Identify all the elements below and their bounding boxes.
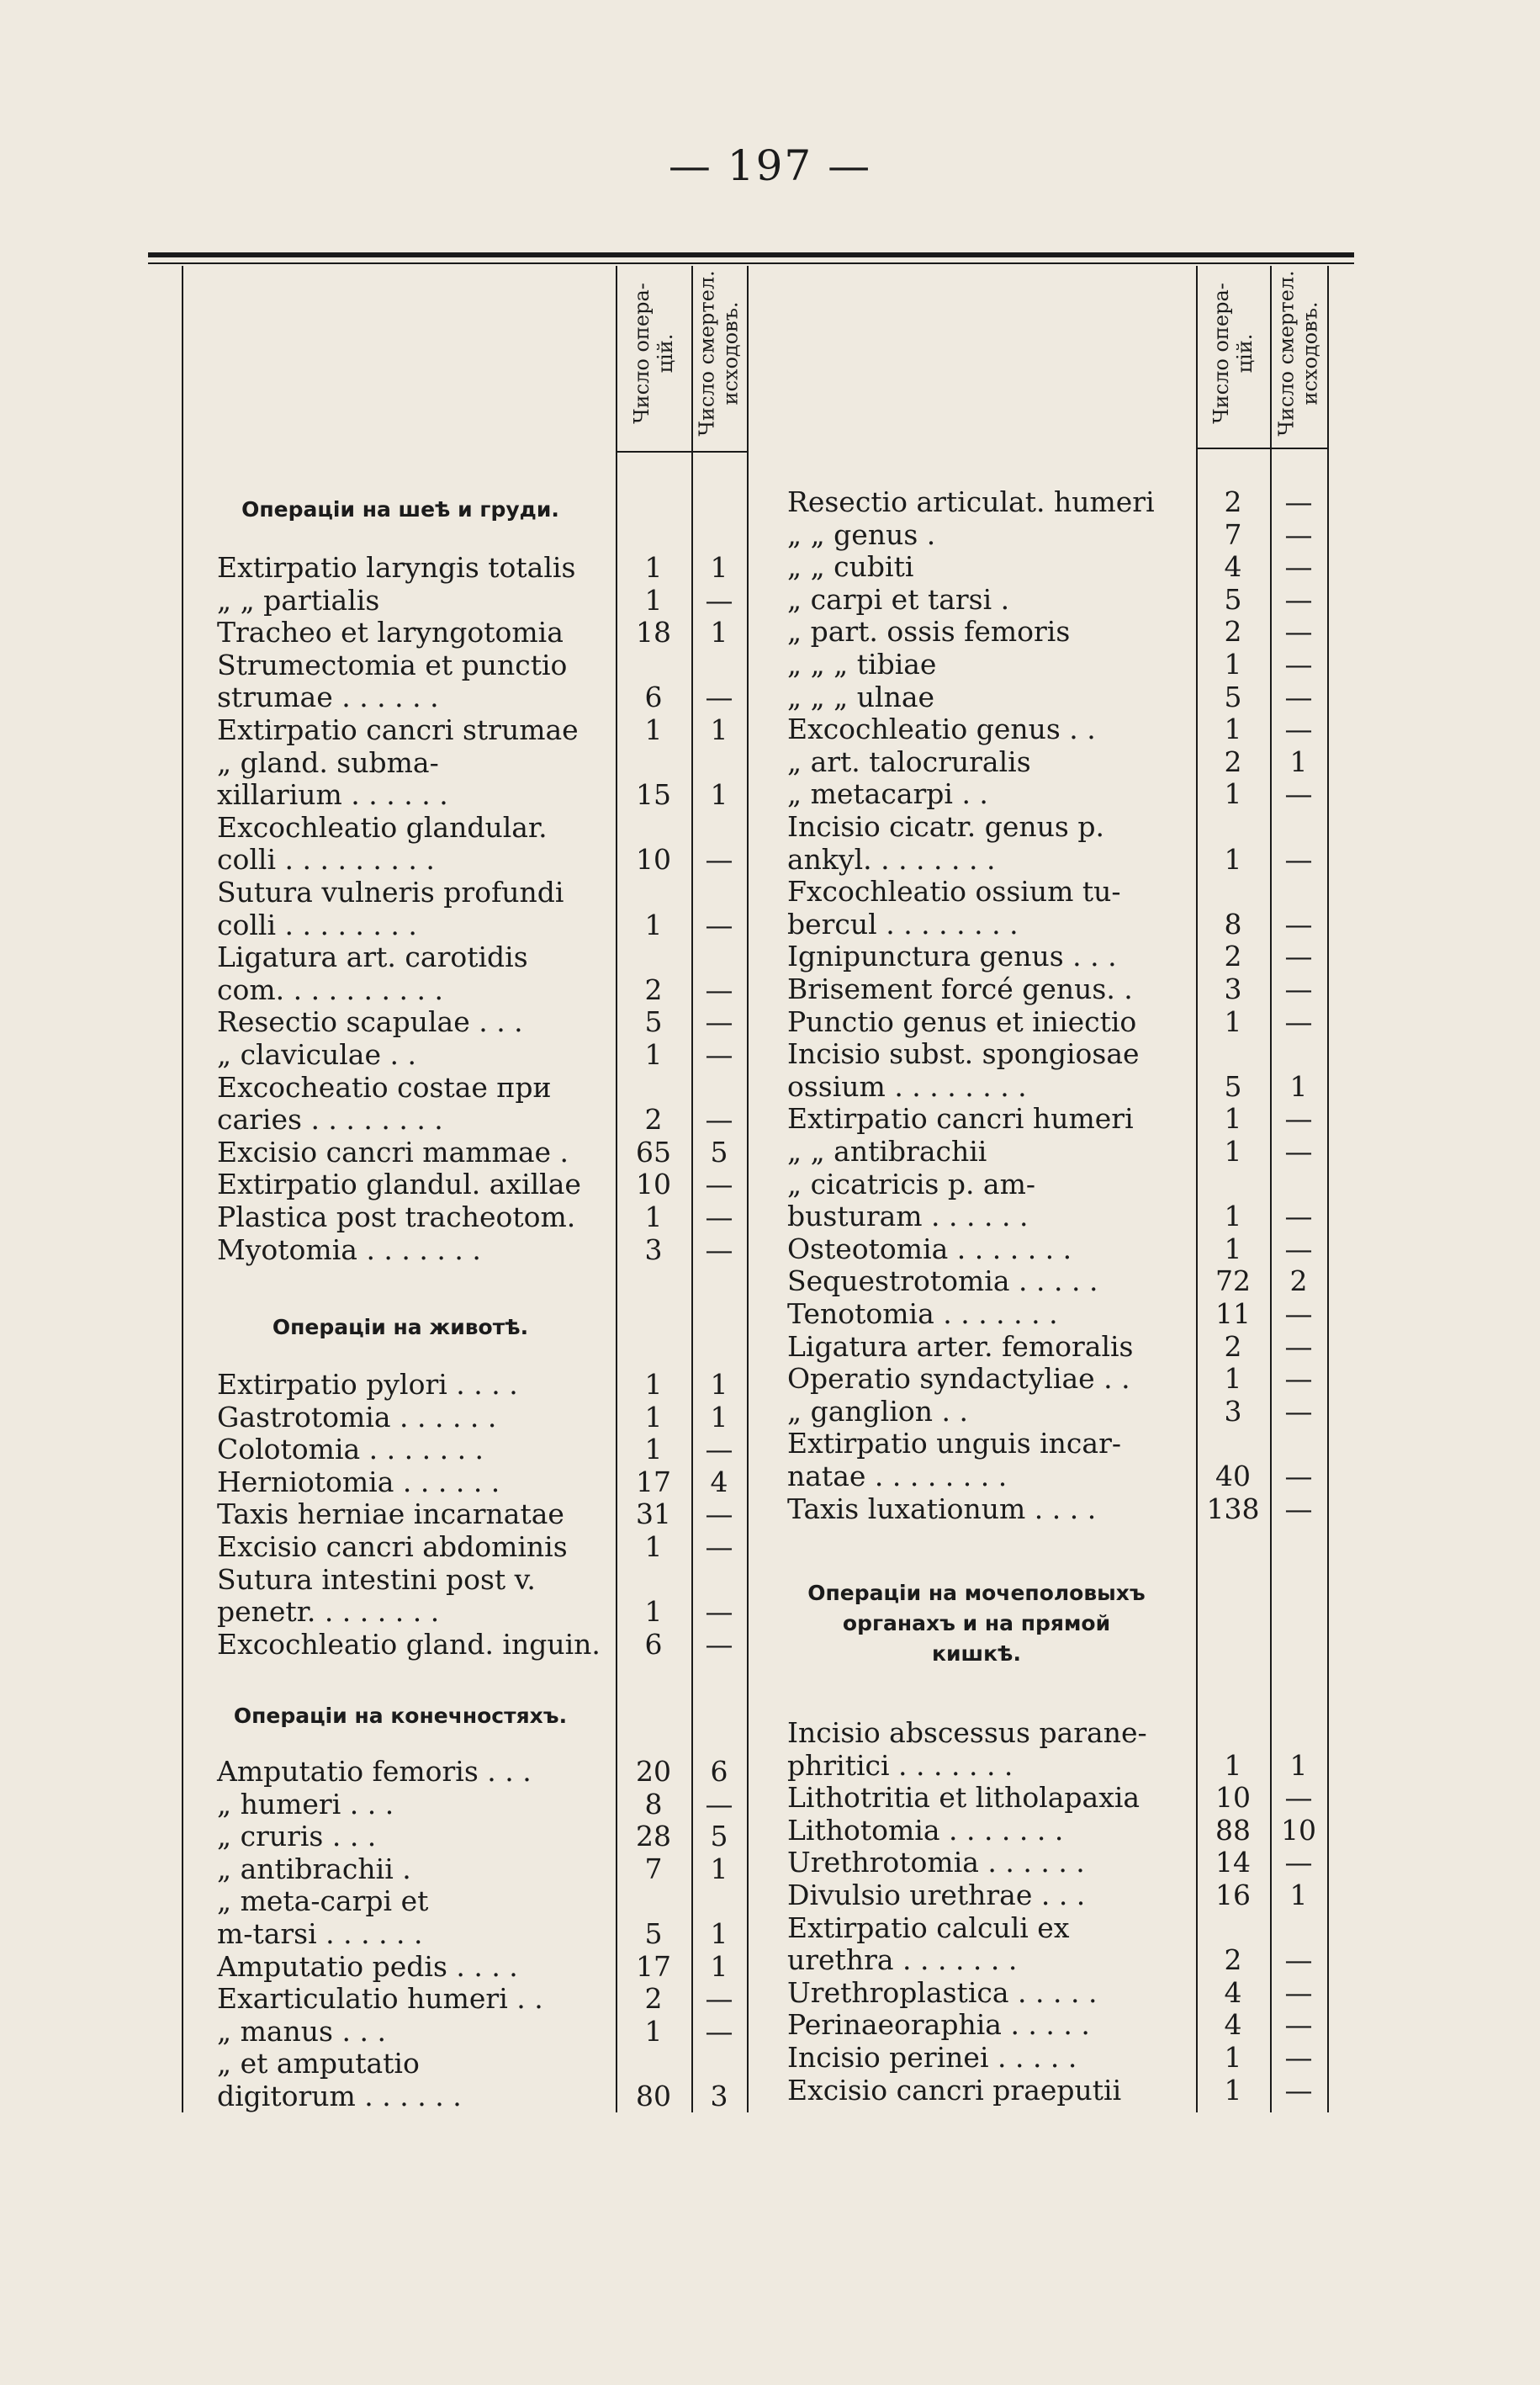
table-row (0, 1331, 1540, 1363)
operations-count: 5 (1224, 680, 1242, 713)
operations-count: 1 (644, 1530, 663, 1563)
deaths-count: 5 (710, 1135, 728, 1169)
table-row (0, 681, 1540, 713)
deaths-count: — (705, 1232, 733, 1266)
deaths-count: — (705, 1497, 733, 1531)
table-row (0, 1200, 1540, 1232)
operation-name: Extirpatio calculi ex (787, 1911, 1070, 1944)
operations-count: 2 (1224, 940, 1242, 973)
operation-name: caries . . . . . . . . (217, 1103, 443, 1137)
operation-name: Tracheo et laryngotomia (217, 616, 564, 649)
table-row (0, 551, 1540, 583)
operations-count: 2 (1224, 1329, 1242, 1363)
deaths-count: — (1284, 907, 1313, 941)
deaths-count: — (705, 681, 733, 714)
operations-count: 1 (1224, 2041, 1242, 2074)
operations-count: 14 (1215, 1846, 1251, 1879)
deaths-count: 1 (1289, 745, 1308, 778)
deaths-count: — (1284, 1943, 1313, 1977)
operation-name: „ „ partialis (217, 583, 380, 617)
right-header-rule (1196, 448, 1327, 449)
operations-count: 1 (1224, 2073, 1242, 2107)
operations-count: 80 (636, 2080, 671, 2112)
table-row (0, 1363, 1540, 1395)
deaths-count: — (1284, 485, 1313, 518)
operation-name: Sequestrotomia . . . . . (787, 1264, 1098, 1298)
operation-name: Excisio cancri abdominis (217, 1530, 568, 1563)
table-row (0, 1136, 1540, 1168)
deaths-count: 1 (710, 616, 728, 649)
operation-name: Operatio syndactyliae . . (787, 1362, 1130, 1396)
operations-count: 1 (644, 583, 663, 617)
deaths-count: — (1284, 1135, 1313, 1168)
deaths-count: — (1284, 1004, 1313, 1038)
table-row (0, 486, 1540, 518)
deaths-count: — (1284, 1200, 1313, 1233)
deaths-count: — (1284, 1297, 1313, 1330)
operations-count: 18 (636, 616, 671, 649)
operation-name: Urethrotomia . . . . . . (787, 1846, 1085, 1879)
operation-name: „ meta-carpi et (217, 1884, 429, 1918)
operation-name: ankyl. . . . . . . . (787, 842, 996, 876)
deaths-count: — (1284, 940, 1313, 973)
deaths-count: — (1284, 1492, 1313, 1525)
operation-name: Plastica post tracheotom. (217, 1200, 576, 1233)
deaths-count: — (1284, 550, 1313, 584)
deaths-count: — (705, 1595, 733, 1629)
operation-name: „ metacarpi . . (787, 777, 988, 811)
deaths-count: 1 (710, 1949, 728, 1983)
operations-count: 1 (1224, 1102, 1242, 1136)
operations-count: 2 (1224, 745, 1242, 778)
operation-name: Punctio genus et iniectio (787, 1004, 1137, 1038)
table-row (0, 519, 1540, 551)
deaths-count: — (1284, 1975, 1313, 2009)
deaths-count: 6 (710, 1755, 728, 1788)
left-header-rule (616, 451, 747, 453)
operation-name: „ art. talocruralis (787, 745, 1031, 778)
operation-name: Incisio subst. spongiosae (787, 1037, 1140, 1071)
left-section-title-1: Операціи на животѣ. (272, 1315, 529, 1339)
operations-count: 1 (644, 2014, 663, 2048)
operation-name: ossium . . . . . . . . (787, 1069, 1027, 1103)
deaths-count: — (1284, 1102, 1313, 1136)
deaths-count: 1 (1289, 1748, 1308, 1782)
operation-name: Taxis luxationum . . . . (787, 1492, 1097, 1525)
operations-count: 4 (1224, 1975, 1242, 2009)
operations-count: 5 (1224, 582, 1242, 616)
deaths-count: — (1284, 1460, 1313, 1492)
operations-count: 10 (636, 843, 671, 877)
operation-name: „ et amputatio (217, 2047, 420, 2080)
operations-count: 1 (1224, 842, 1242, 876)
operation-name: Excochleatio glandular. (217, 810, 548, 844)
operation-name: m-tarsi . . . . . . (217, 1917, 423, 1950)
operation-name: „ antibrachii . (217, 1852, 411, 1885)
operations-count: 4 (1224, 2008, 1242, 2042)
operation-name: „ „ „ tibiae (787, 648, 937, 681)
table-row (0, 1815, 1540, 1847)
operations-count: 1 (644, 713, 663, 746)
operations-count: 138 (1206, 1492, 1260, 1525)
operation-name: digitorum . . . . . . (217, 2080, 462, 2112)
operation-name: colli . . . . . . . . . (217, 843, 435, 877)
table-row (0, 2075, 1540, 2107)
deaths-count: — (1284, 582, 1313, 616)
table-row (0, 1879, 1540, 1911)
operation-name: Exarticulatio humeri . . (217, 1982, 543, 2016)
deaths-count: — (1284, 1781, 1313, 1815)
operations-count: 1 (1224, 1004, 1242, 1038)
table-row (0, 1493, 1540, 1525)
table-row (0, 909, 1540, 941)
operation-name: xillarium . . . . . . (217, 778, 448, 812)
operation-name: Ligatura arter. femoralis (787, 1329, 1134, 1363)
operation-name: Resectio articulat. humeri (787, 485, 1155, 518)
operations-count: 1 (644, 1368, 663, 1401)
operation-name: „ „ antibrachii (787, 1135, 987, 1168)
table-row (0, 844, 1540, 876)
deaths-count: — (1284, 1362, 1313, 1396)
operation-name: busturam . . . . . . (787, 1200, 1029, 1233)
operations-count: 2 (1224, 1943, 1242, 1977)
operations-count: 17 (636, 1949, 671, 1983)
operations-count: 7 (1224, 517, 1242, 551)
table-row (0, 1233, 1540, 1265)
deaths-count: — (1284, 713, 1313, 746)
operation-name: strumae . . . . . . (217, 681, 439, 714)
table-row (0, 1460, 1540, 1492)
operation-name: Incisio abscessus parane- (787, 1716, 1147, 1749)
table-row (0, 1944, 1540, 1976)
operation-name: Ignipunctura genus . . . (787, 940, 1117, 973)
deaths-count: — (1284, 2041, 1313, 2074)
operation-name: phritici . . . . . . . (787, 1748, 1013, 1782)
table-top-rule-thin (148, 262, 1354, 264)
operation-name: Fxcochleatio ossium tu- (787, 875, 1121, 909)
table-row (0, 616, 1540, 648)
operations-count: 1 (644, 1200, 663, 1233)
deaths-count: — (1284, 680, 1313, 713)
operation-name: Lithotritia et litholapaxia (787, 1781, 1140, 1815)
operation-name: penetr. . . . . . . . (217, 1595, 440, 1629)
operation-name: Osteotomia . . . . . . . (787, 1232, 1072, 1265)
deaths-count: — (705, 1168, 733, 1201)
deaths-count: 1 (1289, 1879, 1308, 1911)
operations-count: 1 (1224, 1135, 1242, 1168)
operation-name: Ligatura art. carotidis (217, 941, 528, 974)
operations-count: 1 (1224, 777, 1242, 811)
operation-name: Extirpatio unguis incar- (787, 1427, 1122, 1460)
operation-name: „ gland. subma- (217, 745, 439, 779)
operations-count: 7 (644, 1852, 663, 1885)
operations-count: 31 (636, 1497, 671, 1531)
deaths-count: 1 (710, 1368, 728, 1401)
deaths-count: — (705, 1787, 733, 1821)
operations-count: 3 (1224, 1394, 1242, 1428)
operations-count: 17 (636, 1465, 671, 1498)
deaths-count: 1 (710, 713, 728, 746)
deaths-count: — (1284, 1329, 1313, 1363)
operations-count: 2 (644, 1982, 663, 2016)
operation-name: Urethroplastica . . . . . (787, 1975, 1098, 2009)
table-row (0, 1103, 1540, 1135)
table-row (0, 778, 1540, 810)
table-row (0, 1428, 1540, 1460)
deaths-count: — (1284, 2008, 1313, 2042)
operation-name: „ manus . . . (217, 2014, 386, 2048)
operations-count: 10 (1215, 1781, 1251, 1815)
operations-count: 20 (636, 1755, 671, 1788)
table-row (0, 1006, 1540, 1038)
operations-count: 15 (636, 778, 671, 812)
deaths-count: 10 (1281, 1813, 1316, 1847)
operations-count: 3 (644, 1232, 663, 1266)
operation-name: Strumectomia et punctio (217, 648, 568, 681)
table-row (0, 1912, 1540, 1944)
deaths-count: 3 (710, 2080, 728, 2112)
operation-name: „ cicatricis p. am- (787, 1167, 1036, 1200)
operation-name: „ humeri . . . (217, 1787, 394, 1821)
operations-count: 1 (1224, 1362, 1242, 1396)
deaths-count: 1 (1289, 1069, 1308, 1103)
deaths-count: 5 (710, 1820, 728, 1853)
left-header-operations: Число опера- цій. (630, 283, 677, 424)
table-row (0, 1396, 1540, 1428)
table-row (0, 1977, 1540, 2009)
operation-name: urethra . . . . . . . (787, 1943, 1018, 1977)
deaths-count: — (1284, 615, 1313, 649)
operation-name: Incisio cicatr. genus p. (787, 810, 1104, 843)
deaths-count: — (705, 843, 733, 877)
operations-count: 10 (636, 1168, 671, 1201)
operation-name: „ „ „ ulnae (787, 680, 935, 713)
deaths-count: — (705, 1530, 733, 1563)
operations-count: 8 (644, 1787, 663, 1821)
table-row (0, 1750, 1540, 1782)
deaths-count: — (1284, 777, 1313, 811)
deaths-count: 1 (710, 1400, 728, 1434)
operations-count: 5 (1224, 1069, 1242, 1103)
operations-count: 40 (1215, 1460, 1251, 1492)
operations-count: 6 (644, 1627, 663, 1661)
operations-count: 1 (1224, 1200, 1242, 1233)
table-row (0, 811, 1540, 843)
operation-name: Resectio scapulae . . . (217, 1005, 523, 1039)
operation-name: Excocheatio costae при (217, 1070, 552, 1104)
operation-name: Myotomia . . . . . . . (217, 1232, 481, 1266)
deaths-count: 4 (710, 1465, 728, 1498)
operations-count: 2 (1224, 485, 1242, 518)
operations-count: 6 (644, 681, 663, 714)
table-row (0, 1169, 1540, 1200)
operation-name: „ ganglion . . (787, 1394, 968, 1428)
deaths-count: — (705, 1200, 733, 1233)
operations-count: 2 (644, 973, 663, 1006)
operation-name: Extirpatio glandul. axillae (217, 1168, 581, 1201)
operations-count: 8 (1224, 907, 1242, 941)
table-row (0, 584, 1540, 616)
deaths-count: — (1284, 1232, 1313, 1265)
operation-name: Colotomia . . . . . . . (217, 1433, 484, 1466)
operations-count: 28 (636, 1820, 671, 1853)
operations-count: 1 (644, 1400, 663, 1434)
deaths-count: — (1284, 1846, 1313, 1879)
deaths-count: — (705, 1103, 733, 1137)
operation-name: Lithotomia . . . . . . . (787, 1813, 1064, 1847)
deaths-count: — (705, 1982, 733, 2016)
operation-name: „ „ genus . (787, 517, 936, 551)
right-section-title-1: Операціи на мочеполовыхъ органахъ и на прямой кишкѣ. (807, 1581, 1146, 1666)
operation-name: Extirpatio laryngis totalis (217, 551, 576, 584)
deaths-count: — (1284, 842, 1313, 876)
operation-name: Extirpatio pylori . . . . (217, 1368, 518, 1401)
table-row (0, 1531, 1540, 1563)
operations-count: 1 (1224, 713, 1242, 746)
table-row (0, 1847, 1540, 1879)
operations-count: 5 (644, 1005, 663, 1039)
operation-name: Amputatio femoris . . . (217, 1755, 532, 1788)
table-row (0, 2009, 1540, 2041)
operation-name: bercul . . . . . . . . (787, 907, 1019, 941)
operation-name: Herniotomia . . . . . . (217, 1465, 500, 1498)
operations-count: 72 (1215, 1264, 1251, 1298)
right-header-deaths: Число смертел. исходовъ. (1275, 270, 1322, 437)
deaths-count: — (1284, 1394, 1313, 1428)
operations-count: 1 (1224, 648, 1242, 681)
operations-count: 1 (644, 551, 663, 584)
table-row (0, 941, 1540, 973)
operation-name: Sutura vulneris profundi (217, 876, 564, 909)
operations-count: 1 (1224, 1748, 1242, 1782)
operation-name: Excisio cancri praeputii (787, 2073, 1122, 2107)
table-row (0, 1265, 1540, 1297)
operation-name: Amputatio pedis . . . . (217, 1949, 518, 1983)
deaths-count: 1 (710, 1917, 728, 1950)
table-top-rule (148, 252, 1354, 257)
table-row (0, 1298, 1540, 1330)
operations-count: 88 (1215, 1813, 1251, 1847)
right-header-operations: Число опера- цій. (1209, 283, 1257, 424)
table-row (0, 649, 1540, 681)
operations-count: 3 (1224, 973, 1242, 1005)
deaths-count: — (1284, 517, 1313, 551)
table-row (0, 973, 1540, 1005)
deaths-count: — (1284, 648, 1313, 681)
deaths-count: — (705, 583, 733, 617)
deaths-count: — (705, 1433, 733, 1466)
operation-name: Taxis herniae incarnatae (217, 1497, 564, 1531)
deaths-count: — (705, 1038, 733, 1071)
table-row (0, 1071, 1540, 1103)
deaths-count: — (1284, 973, 1313, 1005)
operations-count: 1 (644, 1433, 663, 1466)
left-section-title-2: Операціи на конечностяхъ. (233, 1704, 568, 1728)
operations-count: 1 (644, 1595, 663, 1629)
table-row (0, 713, 1540, 745)
operation-name: Divulsio urethrae . . . (787, 1879, 1086, 1911)
operation-name: Sutura intestini post v. (217, 1562, 536, 1596)
operations-count: 1 (644, 1038, 663, 1071)
deaths-count: — (705, 973, 733, 1006)
table-row (0, 876, 1540, 908)
deaths-count: — (705, 1627, 733, 1661)
table-row (0, 746, 1540, 778)
operations-count: 2 (1224, 615, 1242, 649)
deaths-count: 1 (710, 1852, 728, 1885)
operation-name: colli . . . . . . . . (217, 908, 417, 941)
operations-count: 5 (644, 1917, 663, 1950)
operations-count: 11 (1215, 1297, 1251, 1330)
deaths-count: 1 (710, 778, 728, 812)
operation-name: Excisio cancri mammae . (217, 1135, 569, 1169)
deaths-count: — (705, 2014, 733, 2048)
operation-name: Extirpatio cancri humeri (787, 1102, 1134, 1136)
operations-count: 1 (644, 908, 663, 941)
deaths-count: — (705, 1005, 733, 1039)
deaths-count: 2 (1289, 1264, 1308, 1298)
deaths-count: — (705, 908, 733, 941)
table-row (0, 1782, 1540, 1814)
operation-name: „ cruris . . . (217, 1820, 377, 1853)
page-number: — 197 — (668, 141, 872, 190)
deaths-count: 1 (710, 551, 728, 584)
operations-count: 65 (636, 1135, 671, 1169)
operation-name: Incisio perinei . . . . . (787, 2041, 1077, 2074)
operation-name: natae . . . . . . . . (787, 1460, 1008, 1492)
table-row (0, 1717, 1540, 1749)
operation-name: Perinaeoraphia . . . . . (787, 2008, 1090, 2042)
operation-name: Excochleatio gland. inguin. (217, 1627, 601, 1661)
operations-count: 4 (1224, 550, 1242, 584)
table-row (0, 2042, 1540, 2074)
left-section-title-0: Операціи на шеѣ и груди. (241, 497, 559, 522)
operation-name: Excochleatio genus . . (787, 713, 1096, 746)
operation-name: „ carpi et tarsi . (787, 582, 1010, 616)
operation-name: „ „ cubiti (787, 550, 914, 584)
operation-name: Brisement forcé genus. . (787, 973, 1133, 1005)
left-header-deaths: Число смертел. исходовъ. (696, 270, 743, 437)
operations-count: 1 (1224, 1232, 1242, 1265)
operations-count: 16 (1215, 1879, 1251, 1911)
deaths-count: — (1284, 2073, 1313, 2107)
operation-name: Gastrotomia . . . . . . (217, 1400, 497, 1434)
operation-name: Extirpatio cancri strumae (217, 713, 579, 746)
operation-name: „ claviculae . . (217, 1038, 416, 1071)
operations-count: 2 (644, 1103, 663, 1137)
operation-name: com. . . . . . . . . . (217, 973, 443, 1006)
table-row (0, 1038, 1540, 1070)
operation-name: „ part. ossis femoris (787, 615, 1071, 649)
operation-name: Tenotomia . . . . . . . (787, 1297, 1058, 1330)
